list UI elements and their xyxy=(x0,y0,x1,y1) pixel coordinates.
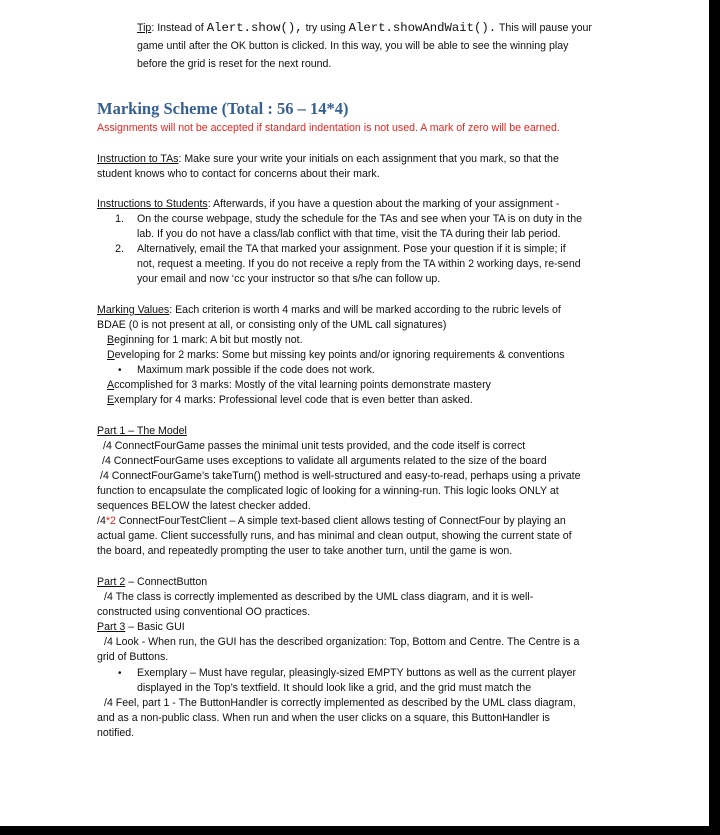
part-3-heading: Part 3 – Basic GUI xyxy=(97,621,185,633)
level-accomplished: Accomplished for 3 marks: Mostly of the vital learning points demonstrate mastery xyxy=(107,379,491,391)
part-1-item-4-line-3: the board, and repeatedly prompting the user to take another turn, until the game is won. xyxy=(97,545,513,557)
instruction-tas-line-1: Instruction to TAs: Make sure your write your initials on each assignment that you mark, so that the xyxy=(97,153,559,165)
part-1-item-2: /4 ConnectFourGame uses exceptions to validate all arguments related to the size of the board xyxy=(102,455,547,467)
student-item-1-line-2: lab. If you do not have a class/lab conflict with that time, visit the TA during their lab period. xyxy=(137,228,561,240)
marking-values-line-2: BDAE (0 is not present at all, or consisting only of the UML call signatures) xyxy=(97,319,447,331)
part-3-look-line-1: /4 Look - When run, the GUI has the described organization: Top, Bottom and Centre. The Centre is a xyxy=(104,636,580,648)
level-exemplary: Exemplary for 4 marks: Professional level code that is even better than asked. xyxy=(107,394,473,406)
bullet-icon: • xyxy=(118,365,122,376)
part-1-heading: Part 1 – The Model xyxy=(97,425,187,437)
part-2-item-line-2: constructed using conventional OO practices. xyxy=(97,606,311,618)
marking-scheme-heading: Marking Scheme (Total : 56 – 14*4) xyxy=(97,99,349,118)
part-3-feel-line-1: /4 Feel, part 1 - The ButtonHandler is correctly implemented as described by the UML class diagram, xyxy=(104,697,576,709)
level-developing: Developing for 2 marks: Some but missing key points and/or ignoring requirements & conventions xyxy=(107,349,565,361)
instruction-students-line: Instructions to Students: Afterwards, if you have a question about the marking of your assignment - xyxy=(97,198,560,210)
part-1-item-3-line-1: /4 ConnectFourGame’s takeTurn() method is well-structured and easy-to-read, perhaps using a private xyxy=(100,470,581,482)
part-3-feel-line-2: and as a non-public class. When run and when the user clicks on a square, this ButtonHandler is xyxy=(97,712,550,724)
student-item-2-line-3: your email and now ‘cc your instructor so that s/he can follow up. xyxy=(137,273,441,285)
part-3-look-line-2: grid of Buttons. xyxy=(97,651,169,663)
marking-values-line-1: Marking Values: Each criterion is worth 4 marks and will be marked according to the rubric levels of xyxy=(97,304,561,316)
part-3-feel-line-3: notified. xyxy=(97,727,135,739)
student-item-2-line-1: Alternatively, email the TA that marked your assignment. Pose your question if it is simple; if xyxy=(137,243,566,255)
bullet-icon: • xyxy=(118,668,122,679)
part-1-item-3-line-3: sequences BELOW the latest checker added. xyxy=(97,500,311,512)
tip-line-3: before the grid is reset for the next round. xyxy=(137,58,332,70)
student-item-2-line-2: not, request a meeting. If you do not receive a reply from the TA within 2 working days, re-send xyxy=(137,258,581,270)
instruction-tas-line-2: student knows who to contact for concerns about their mark. xyxy=(97,168,380,180)
part-1-item-4-line-1: /4*2 ConnectFourTestClient – A simple text-based client allows testing of ConnectFour by playing an xyxy=(97,515,566,527)
exemplary-bullet-line-2: displayed in the Top’s textfield. It should look like a grid, and the grid must match the xyxy=(137,682,532,694)
indentation-warning: Assignments will not be accepted if standard indentation is not used. A mark of zero will be earned. xyxy=(97,122,560,134)
part-2-item-line-1: /4 The class is correctly implemented as described by the UML class diagram, and it is well- xyxy=(104,591,534,603)
list-number-2: 2. xyxy=(115,243,124,255)
exemplary-bullet-line-1: Exemplary – Must have regular, pleasingly-sized EMPTY buttons as well as the current player xyxy=(137,667,577,679)
level-beginning: Beginning for 1 mark: A bit but mostly not. xyxy=(107,334,303,346)
part-1-item-1: /4 ConnectFourGame passes the minimal unit tests provided, and the code itself is correct xyxy=(103,440,526,452)
developing-bullet-text: Maximum mark possible if the code does not work. xyxy=(137,364,375,376)
tip-line-2: game until after the OK button is clicked. In this way, you will be able to see the winning play xyxy=(137,40,569,52)
tip-line-1: Tip: Instead of Alert.show(), try using Alert.showAndWait(). This will pause your xyxy=(137,21,592,35)
list-number-1: 1. xyxy=(115,213,124,225)
part-2-heading: Part 2 – ConnectButton xyxy=(97,576,208,588)
part-1-item-4-line-2: actual game. Client successfully runs, and has minimal and clean output, showing the current state of xyxy=(97,530,572,542)
student-item-1-line-1: On the course webpage, study the schedule for the TAs and see when your TA is on duty in the xyxy=(137,213,583,225)
part-1-item-3-line-2: function to encapsulate the complicated logic of looking for a winning-run. This logic looks ONLY at xyxy=(97,485,559,497)
